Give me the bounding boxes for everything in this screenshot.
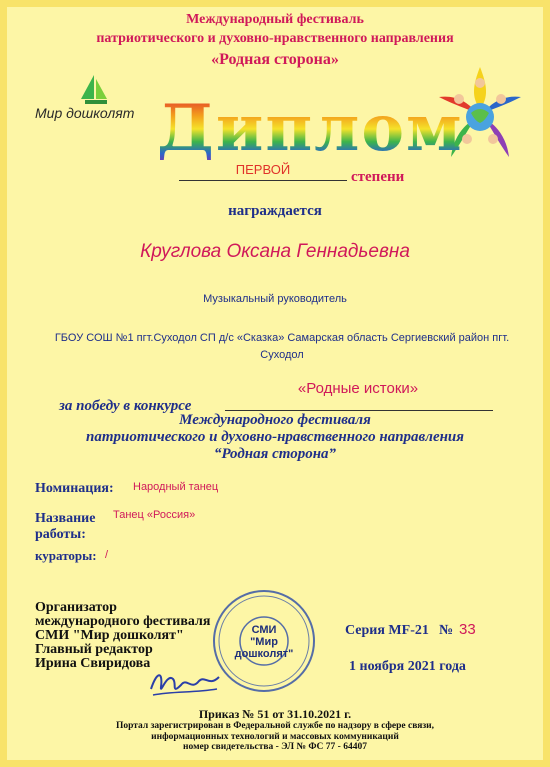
festival-line-1: Международного фестиваля [179,412,371,428]
nomination-label: Номинация: [35,481,114,496]
portal-registration [47,721,503,753]
official-stamp [212,589,316,693]
curators-label: кураторы: [35,548,97,563]
nomination-value: Народный танец [133,481,219,493]
portal-line-1: Портал зарегистрирован в Федеральной службе по надзору в сфере связи, [115,721,435,731]
festival-line-2: патриотического и духовно-нравственного направления [85,429,465,445]
recipient-organization: ГБОУ СОШ №1 пгт.Суходол СП д/с «Сказка» Самарская область Сергиевский район пгт. Суходол [54,332,510,361]
series-label: Серия MF-21 [345,623,429,638]
header-line-3: «Родная сторона» [211,51,339,68]
organizer-line-1: Организатор [35,600,117,615]
work-value: Танец «Россия» [113,509,196,521]
work-label-line2: работы: [35,527,86,542]
stamp-text-2: "Мир [250,636,278,648]
logo-text: Мир дошколят [35,105,135,121]
contest-name: «Родные истоки» [297,380,419,397]
sailboat-logo-icon [77,73,111,107]
diploma-title: Диплом [157,91,464,166]
contest-underline [225,410,493,411]
curators-value: / [105,549,109,561]
order-text: Приказ № 51 от 31.10.2021 г. [198,707,352,721]
degree-value: ПЕРВОЙ [235,162,291,177]
festival-line-3: “Родная сторона” [213,446,337,462]
header-line-1: Международный фестиваль [186,12,364,27]
header-line-2: патриотического и духовно-нравственного направления [96,31,454,46]
stamp-text-1: СМИ [251,624,277,636]
stamp-text-3: дошколят" [234,648,294,660]
portal-line-3: номер свидетельства - ЭЛ № ФС 77 - 64407 [183,742,367,752]
degree-suffix: степени [351,169,405,185]
number-value: 33 [459,621,476,638]
organizer-line-4: Главный редактор [35,642,153,657]
organizer-line-2: международного фестиваля [35,614,211,629]
recipient-role: Музыкальный руководитель [203,293,347,305]
number-label: № [439,623,454,638]
contest-prefix: за победу в конкурсе [59,398,192,414]
signature-icon [147,665,225,701]
organizer-line-3: СМИ "Мир дошколят" [35,628,184,643]
issue-date: 1 ноября 2021 года [349,659,466,674]
festival-description [7,412,543,463]
degree-underline [179,180,347,181]
work-label-line1: Название [35,511,96,526]
awarded-label: награждается [228,203,322,219]
recipient-name: Круглова Оксана Геннадьевна [140,241,410,262]
organizer-block [35,601,210,671]
organizer-line-5: Ирина Свиридова [35,656,151,671]
portal-line-2: информационных технологий и массовых коммуникаций [151,731,399,742]
